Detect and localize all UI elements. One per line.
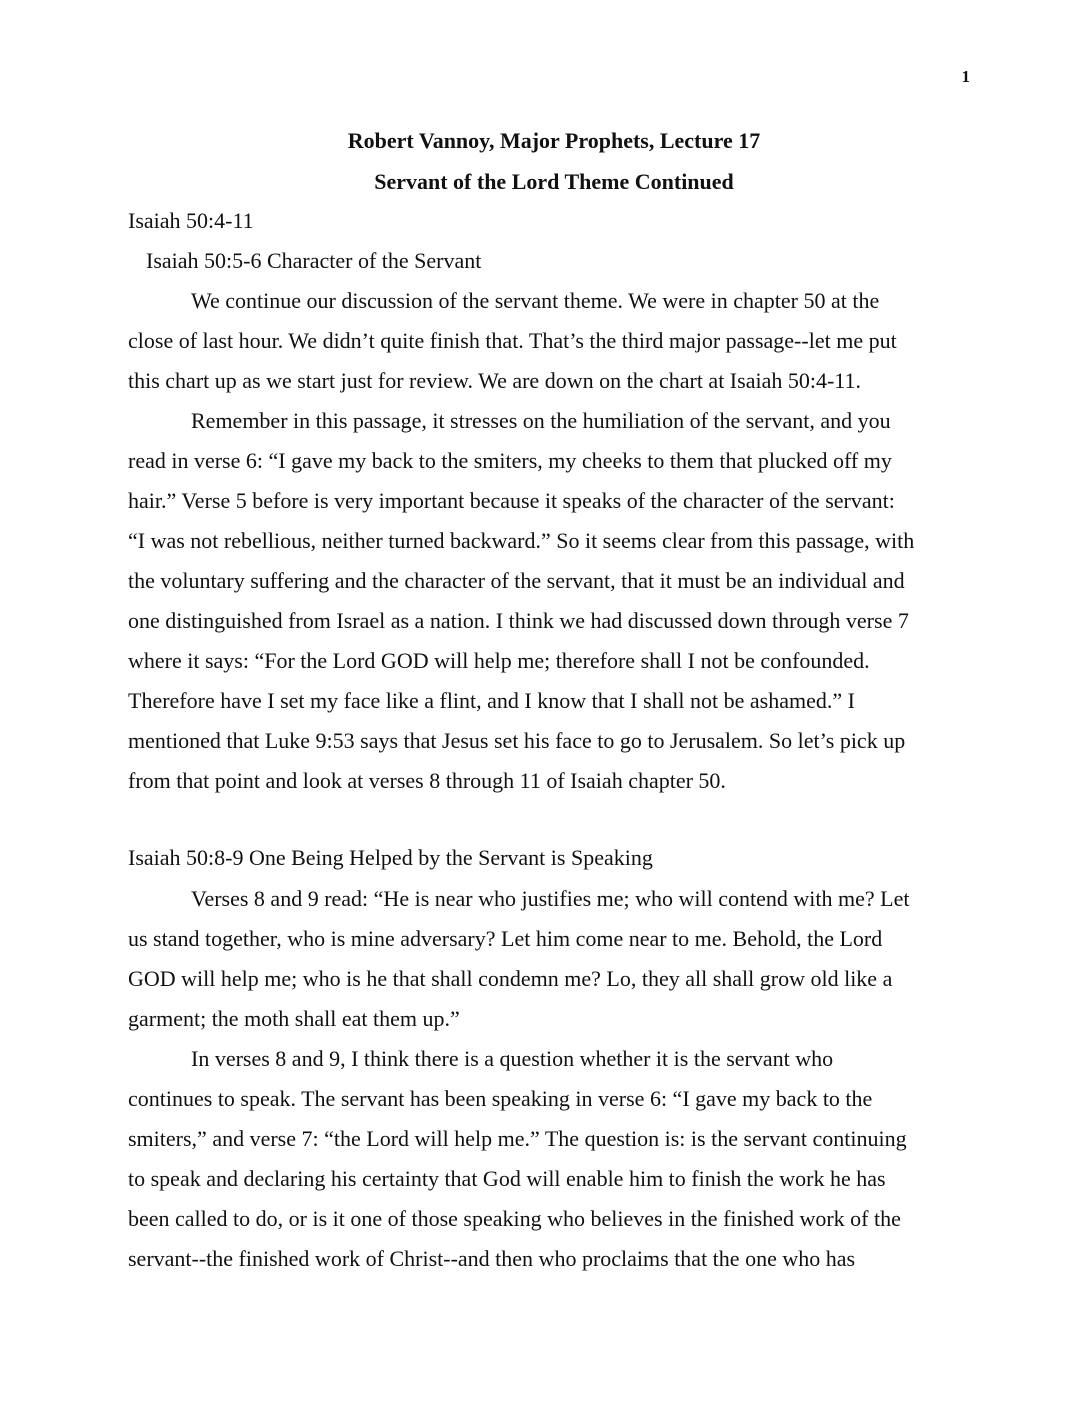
paragraph-line: close of last hour. We didn’t quite finish that. That’s the third major passage--let me put [128,328,897,353]
paragraph-line: hair.” Verse 5 before is very important because it speaks of the character of the servant: [128,488,895,513]
section-heading-isaiah-50-4-11: Isaiah 50:4-11 [128,208,254,233]
paragraph-line: Verses 8 and 9 read: “He is near who justifies me; who will contend with me? Let [191,886,910,911]
paragraph [128,281,960,401]
paragraph-line: this chart up as we start just for review. We are down on the chart at Isaiah 50:4-11. [128,368,861,393]
paragraph-line: We continue our discussion of the servant theme. We were in chapter 50 at the [191,288,880,313]
paragraph-line: been called to do, or is it one of those speaking who believes in the finished work of the [128,1206,901,1231]
paragraph-line: us stand together, who is mine adversary? Let him come near to me. Behold, the Lord [128,926,883,951]
page-number: 1 [961,67,970,86]
paragraph-line: from that point and look at verses 8 through 11 of Isaiah chapter 50. [128,768,726,793]
paragraph-line: servant--the finished work of Christ--and then who proclaims that the one who has [128,1246,856,1271]
paragraph [128,401,960,801]
paragraph [128,879,960,1039]
section-heading-one-being-helped: Isaiah 50:8-9 One Being Helped by the Servant is Speaking [128,845,653,870]
paragraph-line: GOD will help me; who is he that shall condemn me? Lo, they all shall grow old like a [128,966,893,991]
paragraph-line: In verses 8 and 9, I think there is a question whether it is the servant who [191,1046,834,1071]
paragraph-line: mentioned that Luke 9:53 says that Jesus set his face to go to Jerusalem. So let’s pick up [128,728,906,753]
paragraph-line: one distinguished from Israel as a nation. I think we had discussed down through verse 7 [128,608,909,633]
paragraph-line: the voluntary suffering and the character of the servant, that it must be an individual and [128,568,905,593]
paragraph-line: to speak and declaring his certainty that God will enable him to finish the work he has [128,1166,886,1191]
paragraph-line: read in verse 6: “I gave my back to the smiters, my cheeks to them that plucked off my [128,448,892,473]
paragraph-line: where it says: “For the Lord GOD will help me; therefore shall I not be confounded. [128,648,870,673]
paragraph-line: Remember in this passage, it stresses on the humiliation of the servant, and you [191,408,891,433]
paragraph-line: Therefore have I set my face like a flint, and I know that I shall not be ashamed.” I [128,688,855,713]
paragraph-line: garment; the moth shall eat them up.” [128,1006,460,1031]
lecture-title: Robert Vannoy, Major Prophets, Lecture 17 [347,128,761,153]
subsection-heading-character-of-servant: Isaiah 50:5-6 Character of the Servant [146,248,482,273]
paragraph-line: continues to speak. The servant has been speaking in verse 6: “I gave my back to the [128,1086,873,1111]
paragraph-line: smiters,” and verse 7: “the Lord will help me.” The question is: is the servant continuing [128,1126,907,1151]
paragraph-line: “I was not rebellious, neither turned backward.” So it seems clear from this passage, with [128,528,915,553]
lecture-subtitle: Servant of the Lord Theme Continued [374,169,734,194]
paragraph [128,1039,960,1279]
